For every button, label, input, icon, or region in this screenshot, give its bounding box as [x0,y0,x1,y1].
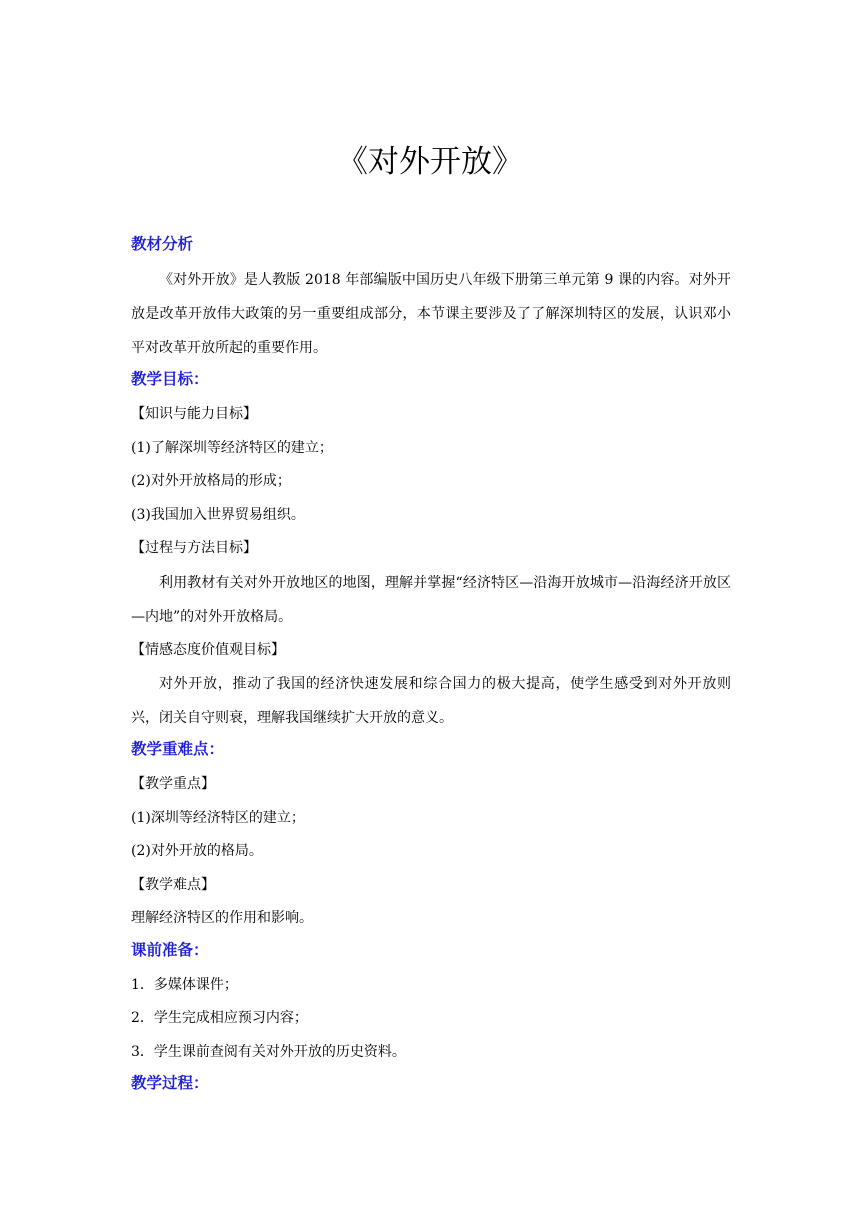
section-heading-process: 教学过程： [131,1074,209,1092]
knowledge-goal-item: (2)对外开放格局的形成； [131,473,291,489]
analysis-paragraph: 《对外开放》是人教版 2018 年部编版中国历史八年级下册第三单元第 9 课的内容。对外开放是改革开放伟大政策的另一重要组成部分，本节课主要涉及了了解深圳特区的发展，认识邓小平对改革开放所起的重要作用。 [131,272,731,356]
process-goal-paragraph: 利用教材有关对外开放地区的地图，理解并掌握“经济特区—沿海开放城市—沿海经济开放区—内地”的对外开放格局。 [131,574,731,625]
preparation-item: 3．学生课前查阅有关对外开放的历史资料。 [131,1043,406,1060]
section-heading-goals: 教学目标： [131,370,209,388]
preparation-item: 2．学生完成相应预习内容； [131,1010,308,1026]
section-heading-preparation: 课前准备： [131,940,209,959]
knowledge-goal-item: (3)我国加入世界贸易组织。 [131,506,305,523]
focus-label: 【教学重点】 [131,776,215,792]
document-body [131,230,731,1102]
section-heading-analysis: 教材分析 [131,235,194,253]
knowledge-goal-item: (1)了解深圳等经济特区的建立； [131,439,333,456]
section-heading-keypoints: 教学重难点： [131,740,225,758]
document-title: 《对外开放》 [337,144,523,180]
focus-item: (2)对外开放的格局。 [131,843,263,859]
preparation-item: 1．多媒体课件； [131,976,238,993]
difficulty-label: 【教学难点】 [131,876,215,893]
emotion-goal-paragraph: 对外开放，推动了我国的经济快速发展和综合国力的极大提高，使学生感受到对外开放则兴，闭关自守则衰，理解我国继续扩大开放的意义。 [131,676,731,726]
emotion-goal-label: 【情感态度价值观目标】 [131,641,285,658]
focus-item: (1)深圳等经济特区的建立； [131,809,305,826]
process-goal-label: 【过程与方法目标】 [131,540,257,556]
knowledge-goal-label: 【知识与能力目标】 [131,406,257,422]
difficulty-text: 理解经济特区的作用和影响。 [131,910,313,926]
